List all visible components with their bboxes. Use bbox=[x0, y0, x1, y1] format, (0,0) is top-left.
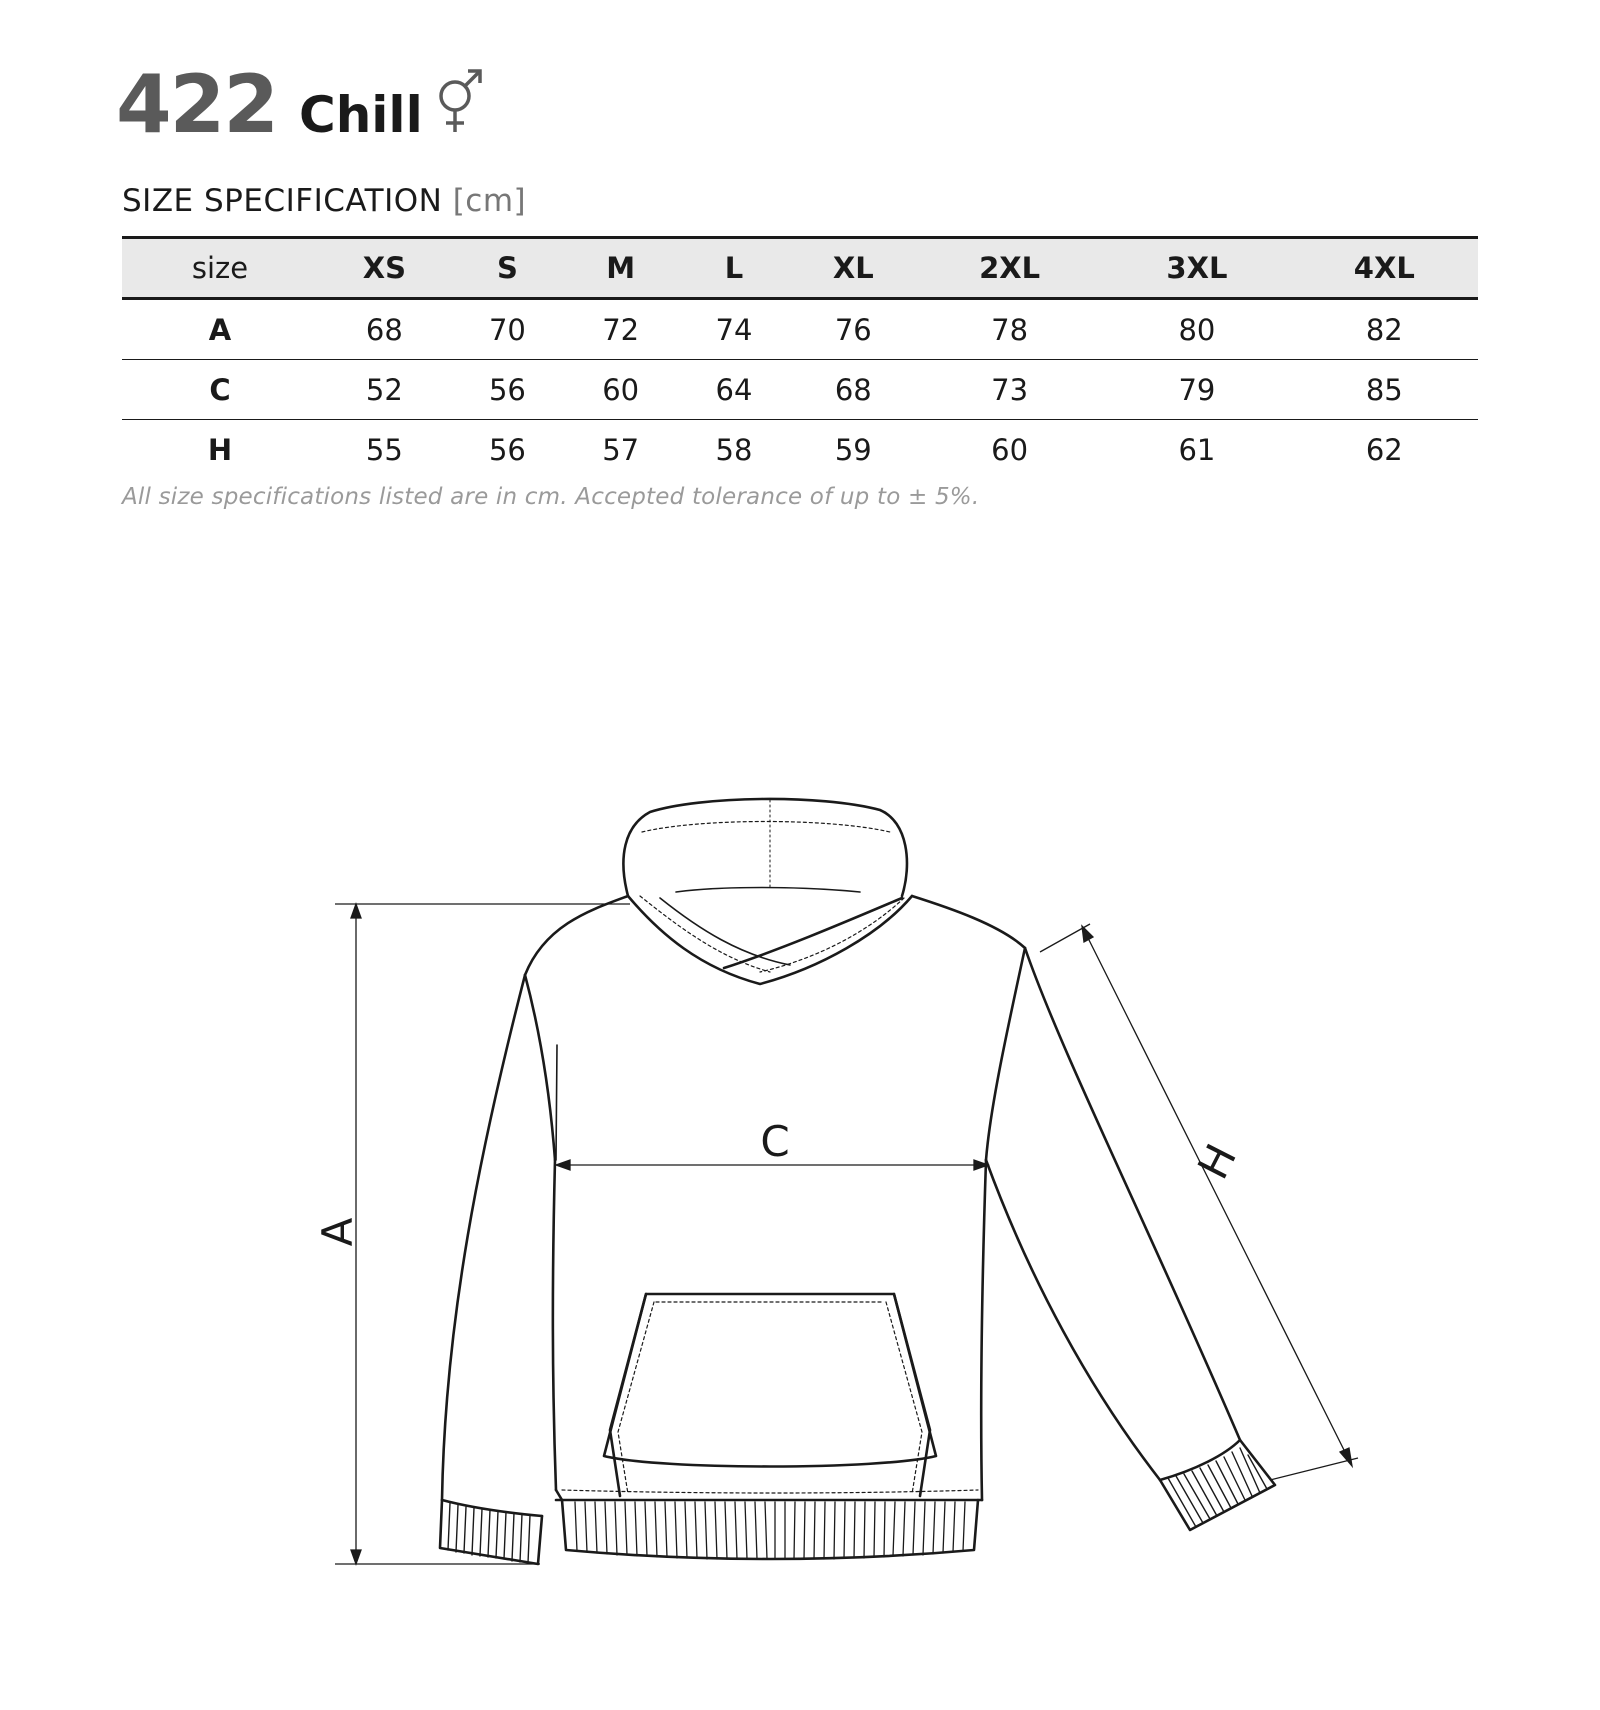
table-cell: 64 bbox=[715, 372, 753, 407]
table-cell: 58 bbox=[715, 432, 753, 467]
table-row-c bbox=[122, 360, 1478, 420]
table-row-h bbox=[122, 420, 1478, 480]
table-cell: 57 bbox=[602, 432, 640, 467]
table-cell: 59 bbox=[834, 432, 872, 467]
table-cell: 68 bbox=[365, 312, 403, 347]
heading-label: SIZE SPECIFICATION bbox=[122, 183, 443, 219]
size-col-header: L bbox=[724, 251, 744, 285]
size-col-header: XL bbox=[832, 251, 874, 285]
size-col-header: 4XL bbox=[1353, 251, 1415, 285]
table-cell: 62 bbox=[1365, 432, 1403, 467]
table-cell: 73 bbox=[991, 372, 1029, 407]
measure-h-label: H bbox=[1188, 1136, 1247, 1187]
measure-c-label: C bbox=[760, 1117, 790, 1166]
product-title bbox=[116, 58, 423, 151]
table-cell: 56 bbox=[488, 372, 526, 407]
row-label: H bbox=[207, 432, 233, 467]
size-col-header: XS bbox=[362, 251, 406, 285]
table-cell: 76 bbox=[834, 312, 872, 347]
table-cell: 80 bbox=[1178, 312, 1216, 347]
table-cell: 60 bbox=[991, 432, 1029, 467]
size-table bbox=[122, 236, 1478, 479]
table-cell: 82 bbox=[1365, 312, 1403, 347]
row-label: C bbox=[209, 372, 231, 407]
table-cell: 55 bbox=[365, 432, 403, 467]
product-number: 422 bbox=[116, 58, 277, 151]
table-cell: 61 bbox=[1178, 432, 1216, 467]
table-cell: 56 bbox=[488, 432, 526, 467]
table-cell: 78 bbox=[991, 312, 1029, 347]
product-name: Chill bbox=[299, 86, 423, 144]
heading-unit: [cm] bbox=[452, 183, 527, 219]
size-spec-heading bbox=[122, 183, 526, 219]
table-cell: 85 bbox=[1365, 372, 1403, 407]
size-col-header: M bbox=[606, 251, 636, 285]
table-cell: 74 bbox=[715, 312, 753, 347]
size-col-header: 2XL bbox=[979, 251, 1041, 285]
size-header-row bbox=[122, 238, 1478, 299]
hoodie-outline-icon bbox=[0, 760, 1600, 1590]
size-corner-label: size bbox=[191, 251, 249, 285]
table-cell: 79 bbox=[1178, 372, 1216, 407]
table-cell: 72 bbox=[602, 312, 640, 347]
table-cell: 68 bbox=[834, 372, 872, 407]
measure-a-label: A bbox=[313, 1217, 362, 1247]
size-col-header: 3XL bbox=[1166, 251, 1228, 285]
row-label: A bbox=[208, 312, 232, 347]
table-cell: 70 bbox=[488, 312, 526, 347]
table-cell: 52 bbox=[365, 372, 403, 407]
table-cell: 60 bbox=[602, 372, 640, 407]
table-row-a bbox=[122, 299, 1478, 360]
unisex-symbol-icon bbox=[430, 68, 490, 138]
size-col-header: S bbox=[496, 251, 518, 285]
tolerance-note: All size specifications listed are in cm. Accepted tolerance of up to ± 5%. bbox=[122, 484, 980, 510]
